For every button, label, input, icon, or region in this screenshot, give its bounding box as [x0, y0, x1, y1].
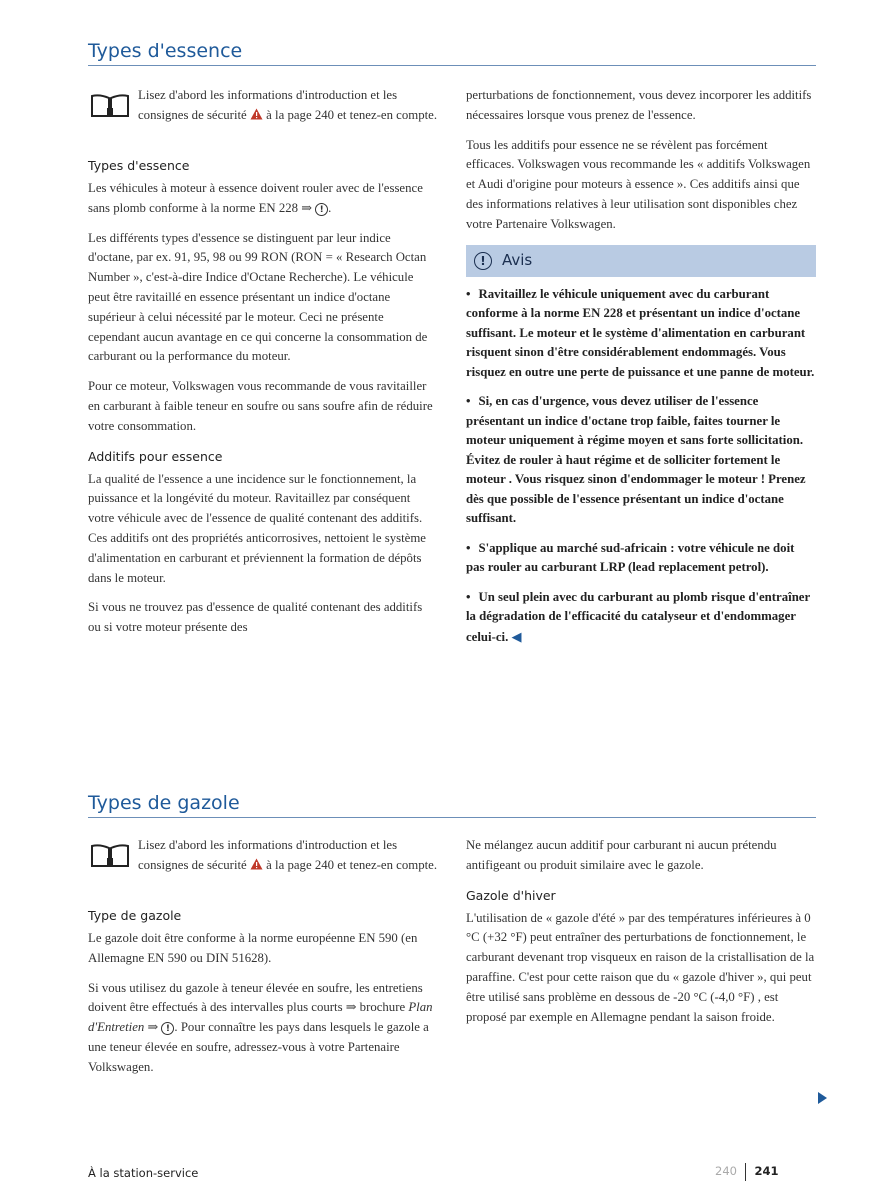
- page-numbers: [715, 1163, 835, 1181]
- avis-header: [466, 245, 816, 277]
- paragraph: La qualité de l'essence a une incidence sur le fonctionnement, la puissance et la longévité du moteur. Ravitaillez par conséquent votre véhicule avec de l'essence de qualité contenant des additifs. Ces additifs ont des propriétés anticorrosives, nettoient le système d'alimentation en carburant et préviennent la formation de dépôts dans le moteur.: [88, 471, 426, 585]
- page-number-previous: 240: [715, 1164, 737, 1178]
- avis-title: Avis: [502, 250, 533, 269]
- avis-item: • Si, en cas d'urgence, vous devez utiliser de l'essence présentant un indice d'octane trop faible, faites tourner le moteur uniquement à régime moyen et sans forte sollicitation. Évitez de rouler à haut régime et de solliciter fortement le moteur . Vous risquez sinon d'endommager le moteur ! Prenez dès que possible de l'essence présentant un indice d'octane suffisant.: [466, 394, 806, 526]
- avis-item: • S'applique au marché sud-africain : votre véhicule ne doit pas rouler au carburant LRP (lead replacement petrol).: [466, 540, 795, 575]
- subheading-gazole-hiver: Gazole d'hiver: [466, 887, 556, 903]
- paragraph: Pour ce moteur, Volkswagen vous recommande de vous ravitailler en carburant à faible teneur en soufre ou sans soufre afin de réduire votre consommation.: [88, 379, 433, 433]
- paragraph: Tous les additifs pour essence ne se révèlent pas forcément efficaces. Volkswagen vous recommande les « additifs Volkswagen et Audi d'origine pour moteurs à essence ». Ces additifs ainsi que des informations relatives à leur utilisation sont disponibles chez votre Partenaire Volkswagen.: [466, 137, 811, 231]
- paragraph: Si vous utilisez du gazole à teneur élevée en soufre, les entretiens doivent être effectués à des intervalles plus courts ⇒ brochure Plan d'Entretien ⇒ ! . Pour connaître les pays dans lesquels le gazole a une teneur élevée en soufre, adressez-vous à votre Partenaire Volkswagen.: [88, 980, 433, 1074]
- avis-item: • Ravitaillez le véhicule uniquement avec du carburant conforme à la norme EN 228 et présentant un indice d'octane suffisant. Le moteur et le système d'alimentation en carburant risquent sinon d'être considérablement endommagés. Vous risquez en outre une perte de puissance et une panne de moteur.: [466, 286, 815, 379]
- caution-circle-icon: !: [474, 252, 492, 270]
- paragraph: Les différents types d'essence se distinguent par leur indice d'octane, par ex. 91, 95, 98 ou 99 RON (RON = « Research Octan Number », c'est-à-dire Indice d'Octane Recherche). Le véhicule peut être ravitaillé en essence présentant un indice d'octane supérieur à celui nécessité par le moteur. Ceci ne présente cependant aucun avantage en ce qui concerne la consommation de carburant ou la performance du moteur.: [88, 230, 428, 364]
- section1-left-column: [88, 86, 438, 648]
- footer-chapter: À la station-service: [88, 1166, 199, 1180]
- subheading-additifs: Additifs pour essence: [88, 448, 223, 464]
- intro-note: Lisez d'abord les informations d'introduction et les consignes de sécurité à la page 240 et tenez-en compte.: [88, 86, 438, 146]
- paragraph: L'utilisation de « gazole d'été » par des températures inférieures à 0 °C (+32 °F) peut entraîner des perturbations de fonctionnement, le carburant devenant trop visqueux en raison de la cristallisation de la paraffine. C'est pour cette raison que du « gazole d'hiver », qui peut être utilisé sans problème en dessous de -20 °C (-4,0 °F) , est proposé par exemple en Allemagne pendant la saison froide.: [466, 910, 815, 1024]
- section-title-gazole: Types de gazole: [88, 792, 816, 818]
- paragraph: perturbations de fonctionnement, vous devez incorporer les additifs nécessaires lorsque vous prenez de l'essence.: [466, 88, 812, 122]
- paragraph: Les véhicules à moteur à essence doivent rouler avec de l'essence sans plomb conforme à la norme EN 228 ⇒ ! .: [88, 181, 423, 215]
- caution-circle-icon[interactable]: !: [161, 1022, 174, 1035]
- section-title-essence: Types d'essence: [88, 40, 816, 66]
- warning-triangle-icon: [250, 108, 263, 120]
- warning-triangle-icon: [250, 858, 263, 870]
- subheading-type-gazole: Type de gazole: [88, 908, 182, 923]
- paragraph: Ne mélangez aucun additif pour carburant ni aucun prétendu antifigeant ou produit similaire avec le gazole.: [466, 838, 777, 872]
- end-of-section-marker: ◀: [511, 628, 522, 644]
- page-divider: [745, 1163, 747, 1181]
- intro-note: Lisez d'abord les informations d'introduction et les consignes de sécurité à la page 240 et tenez-en compte.: [88, 836, 438, 896]
- page-number-current: 241: [754, 1164, 779, 1178]
- section2-left-column: [88, 836, 438, 1088]
- paragraph: Le gazole doit être conforme à la norme européenne EN 590 (en Allemagne EN 590 ou DIN 51628).: [88, 931, 418, 965]
- caution-circle-icon[interactable]: !: [315, 203, 328, 216]
- avis-item: • Un seul plein avec du carburant au plomb risque d'entraîner la dégradation de l'efficacité du catalyseur et d'endommager celui-ci. ◀: [466, 589, 810, 644]
- continue-arrow-icon: [818, 1092, 827, 1104]
- section1-right-column: [466, 86, 816, 657]
- book-icon: [90, 90, 130, 118]
- subheading-types-essence: Types d'essence: [88, 158, 190, 173]
- paragraph: Si vous ne trouvez pas d'essence de qualité contenant des additifs ou si votre moteur présente des: [88, 600, 423, 635]
- book-icon: [90, 840, 130, 868]
- section2-right-column: [466, 836, 816, 1037]
